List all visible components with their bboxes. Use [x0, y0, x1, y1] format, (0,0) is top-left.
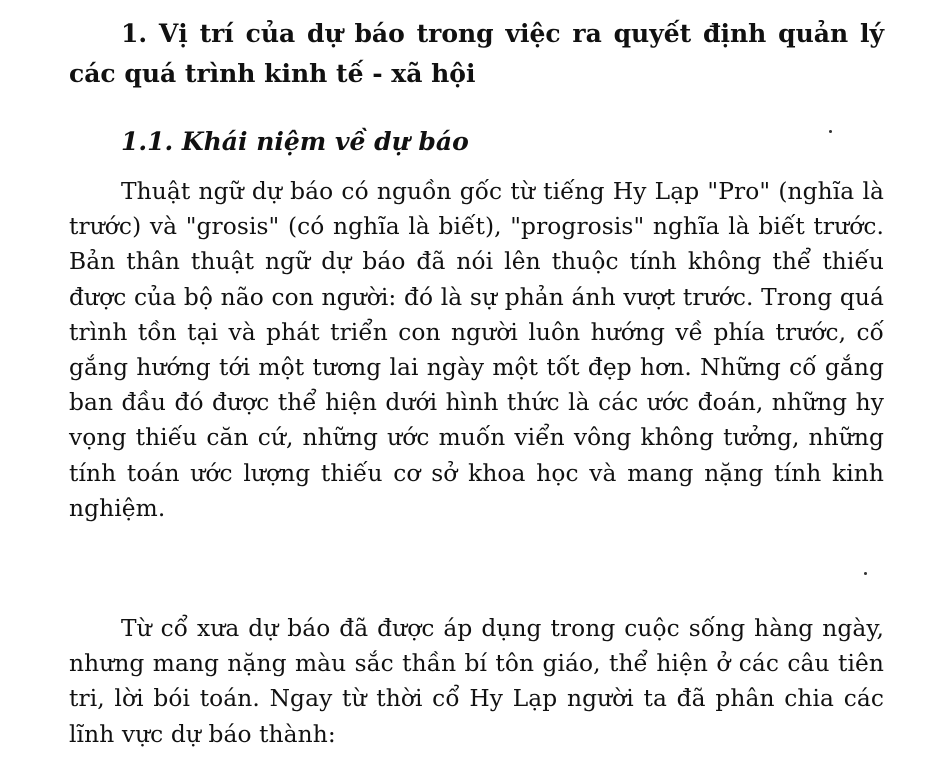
- section-heading: 1. Vị trí của dự báo trong việc ra quyết định quản lý các quá trình kinh tế - xã hội: [69, 19, 884, 88]
- body-paragraph: Từ cổ xưa dự báo đã được áp dụng trong cuộc sống hàng ngày, nhưng mang nặng màu sắc thần bí tôn giáo, thể hiện ở các câu tiên tri, lời bói toán. Ngay từ thời cổ Hy Lạp người ta đã phân chia các lĩnh vực dự báo thành:: [69, 615, 884, 748]
- scan-speck: [864, 572, 867, 575]
- scan-speck: [829, 130, 832, 133]
- subsection-heading: 1.1. Khái niệm về dự báo: [121, 127, 469, 156]
- body-paragraph: Thuật ngữ dự báo có nguồn gốc từ tiếng Hy Lạp "Pro" (nghĩa là trước) và "grosis" (có nghĩa là biết), "progrosis" nghĩa là biết trước. Bản thân thuật ngữ dự báo đã nói lên thuộc tính không thể thiếu được của bộ não con người: đó là sự phản ánh vượt trước. Trong quá trình tồn tại và phát triển con người luôn hướng về phía trước, cố gắng hướng tới một tương lai ngày một tốt đẹp hơn. Những cố gắng ban đầu đó được thể hiện dưới hình thức là các ước đoán, những hy vọng thiếu căn cứ, những ước muốn viển vông không tưởng, những tính toán ước lượng thiếu cơ sở khoa học và mang nặng tính kinh nghiệm.: [69, 178, 884, 522]
